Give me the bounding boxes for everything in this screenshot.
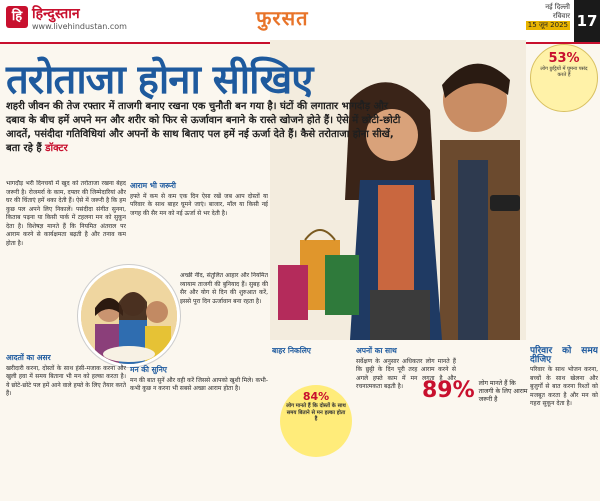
stat-bubble-value: 53% [548,51,580,66]
quote-circle-text: लोग मानते हैं कि दोस्तों के साथ समय बिताने से मन हल्का होता है [286,403,346,422]
body-paragraph-7: सर्वेक्षण के अनुसार अधिकतर लोग मानते हैं कि छुट्टी के दिन पूरी तरह आराम करने से अगले हफ्ते काम में मन लगता है और रचनात्मकता बढ़ती है। [356,357,456,390]
edition-date: 15 जून 2025 [527,21,568,29]
edition-day: रविवार [552,12,570,20]
body-paragraph-5: खरीदारी करना, दोस्तों के साथ हंसी-मजाक करना और खुली हवा में समय बिताना भी मन को हल्का करता है। ये छोटे-छोटे पल हमें आने वाले हफ्ते के लिए तैयार करते हैं। [6,364,126,397]
subheading-5: अपनों का साथ [356,346,397,355]
subheading-1: आराम भी जरूरी [130,181,176,190]
edition-city: नई दिल्ली [545,3,570,11]
column-2c [130,364,268,498]
subheading-4: बाहर निकलिए [272,346,311,355]
subheading-3: मन की सुनिए [130,365,167,374]
page-number: 17 [574,0,600,42]
body-paragraph-1: भागदौड़ भरी दिनचर्या में खुद को तरोताजा रखना बेहद जरूरी है। रोजमर्रा के काम, दफ्तर की जिम्मेदारियां और घर की चिंताएं हमें थका देती हैं। ऐसे में जरूरी है कि हम कुछ पल अपने लिए निकालें। [6,180,126,213]
stat-89 [422,380,528,404]
column-2 [130,180,268,275]
quote-circle-value: 84% [302,390,330,403]
body-paragraph-8: परिवार के साथ भोजन करना, बच्चों के साथ खेलना और बुजुर्गों से बात करना रिश्तों को मजबूत करता है और मन को गहरा सुकून देता है। [530,366,598,407]
subheading-2: आदतों का असर [6,353,51,362]
column-2b [180,272,268,362]
newspaper-name: हिन्दुस्तान [32,6,80,22]
body-paragraph-2: पसंदीदा संगीत सुनना, किताब पढ़ना या किसी पार्क में टहलना मन को सुकून देता है। विशेषज्ञ मानते हैं कि नियमित अंतराल पर आराम करने से कार्यक्षमता बढ़ती है और तनाव कम होता है। [6,205,126,247]
body-paragraph-4: अच्छी नींद, संतुलित आहार और नियमित व्यायाम ताजगी की बुनियाद हैं। सुबह की सैर और योग से दिन की शुरुआत करें, इससे पूरा दिन ऊर्जावान बना रहता है। [180,272,268,305]
lead-paragraph [6,100,406,156]
newspaper-logo: हि [6,6,28,28]
column-6 [530,345,598,498]
subheading-6: परिवार को समय दीजिए [530,346,598,365]
body-paragraph-6: मन की बात सुनें और वही करें जिससे आपको खुशी मिले। कभी-कभी कुछ न करना भी सबसे अच्छा आराम होता है। [130,376,268,392]
body-paragraph-3: हफ्ते में कम से कम एक दिन ऐसा रखें जब आप दोस्तों या परिवार के साथ बाहर घूमने जाएं। बाजार, मॉल या किसी नई जगह की सैर मन को नई ऊर्जा से भर देती है। [130,192,268,217]
lead-text: शहरी जीवन की तेज रफ्तार में ताजगी बनाए रखना एक चुनौती बन गया है। घंटों की लगातार भागदौड़ और दबाव के बीच हमें अपने मन और शरीर को फिर से ऊर्जावान बनाने के रास्ते खोजने होते हैं। ऐसे में छोटी-छोटी आदतें, पसंदीदा गतिविधियां और अपनों के साथ बिताए पल हमें नई ऊर्जा देते हैं। कैसे तरोताजा होना सीखें, बता रहे हैं [6,101,401,154]
stat-bubble [530,44,598,112]
headline: तरोताजा होना सीखिए [6,56,313,103]
stat-89-text: लोग मानते हैं कि ताजगी के लिए आराम जरूरी है [478,380,528,403]
stat-bubble-text: लोग छुट्टियों में घूमना पसंद करते हैं [540,66,588,78]
section-title: फुरसत [256,6,309,30]
stat-89-value: 89% [422,378,475,403]
edition-info [500,3,570,30]
newspaper-url[interactable]: www.livehindustan.com [32,22,127,31]
column-1b [6,352,126,498]
column-1 [6,180,126,264]
column-4 [356,345,456,498]
quote-circle [280,385,352,457]
lead-byline: डॉक्टर [45,143,68,154]
